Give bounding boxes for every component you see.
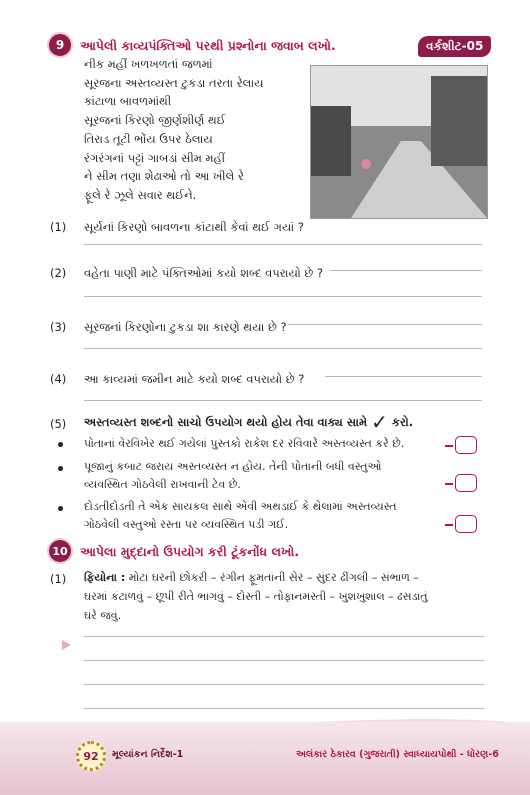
worksheet-badge: વર્કશીટ-05	[418, 36, 491, 57]
poem-line: રંગરંગનાં પટ્ટાં ગાબડાં સીમ મહીં	[84, 150, 226, 165]
poem-line: કાંટાળા બાવળમાંથી	[84, 94, 172, 109]
page-number-badge: 92	[76, 741, 106, 771]
question-number: (5)	[50, 417, 67, 431]
section-9-number: 9	[49, 34, 71, 56]
poem-line: તિરાડ તૂટી ભોંય ઉપર ઠેલાય	[84, 131, 213, 146]
statement-text: ગોઠવેલી વસ્તુઓ રસ્તા પર વ્યવસ્થિત પડી ગઈ.	[84, 518, 289, 531]
section-9-heading: આપેલી કાવ્યપંક્તિઓ પરથી પ્રશ્નોના જવાબ લખો.	[80, 38, 336, 53]
item-number: (1)	[50, 572, 67, 586]
question-number: (1)	[50, 220, 67, 234]
statement-text: વ્યવસ્થિત ગોઠવેલી રાખવાની ટેવ છે.	[84, 478, 241, 491]
question-text: વહેતા પાણી માટે પંક્તિઓમાં કયો શબ્દ વપરાયો છે ?	[84, 266, 324, 280]
poem-line: ને સીમ તણા શેઢાઓ તો આ ખીલે રે	[84, 169, 244, 184]
bullet-icon	[58, 442, 63, 447]
answer-line[interactable]	[325, 376, 482, 377]
footer-right-text: અલંકાર ઠેકારવ (ગુજરાતી) સ્વાધ્યાયપોથી - ધોરણ-6	[296, 749, 499, 760]
statement-text: દોડતીદોડતી તે એક સાયકલ સાથે એવી અથડાઈ કે થેલામાં અસ્તવ્યસ્ત	[84, 500, 397, 513]
item-line-1: મોટા ઘરની છોકરી – રંગીન ફૂમતાંની સેર – સુંદર ઢીંગલી – સંભાળ –	[128, 571, 419, 584]
statement-checkbox[interactable]	[455, 474, 477, 492]
item-line	[84, 568, 484, 587]
answer-line[interactable]	[84, 400, 482, 401]
answer-line[interactable]	[330, 270, 482, 271]
question-text: આ કાવ્યમાં જમીન માટે કયો શબ્દ વપરાયો છે ?	[84, 372, 305, 386]
item-title: ફિયોના :	[84, 571, 126, 584]
question-text: સૂર્યનાં કિરણો બાવળના કાંટાથી કેવાં થઈ ગયાં ?	[84, 220, 304, 234]
poem-line: સૂરજના અસ્તવ્યસ્ત ટુકડા તરતા રેલાય	[84, 75, 264, 90]
answer-line[interactable]	[84, 660, 484, 661]
question-text: સૂરજનાં કિરણોના ટુકડા શા કારણે થયા છે ?	[84, 320, 287, 334]
question-5-suffix: કરો.	[391, 414, 414, 429]
arrow-icon	[62, 640, 71, 650]
dash-icon	[445, 483, 453, 485]
answer-line[interactable]	[84, 708, 484, 709]
question-number: (4)	[50, 372, 67, 386]
poem-line: સૂરજનાં કિરણો જીર્ણશીર્ણ થઈ	[84, 113, 226, 128]
answer-line[interactable]	[84, 296, 482, 297]
statement-checkbox[interactable]	[455, 515, 477, 533]
poem	[84, 55, 264, 205]
statement-text: પોતાનાં વેરવિખેર થઈ ગયેલાં પુસ્તકો રાકેશ દર રવિવારે અસ્તવ્યસ્ત કરે છે.	[84, 437, 405, 450]
question-5-text: અસ્તવ્યસ્ત શબ્દનો સાચો ઉપયોગ થયો હોય તેવા વાક્ય સામે	[84, 414, 368, 429]
answer-line[interactable]	[84, 684, 484, 685]
item-content	[84, 568, 484, 625]
landscape-photo	[310, 65, 488, 219]
answer-line[interactable]	[288, 324, 482, 325]
answer-line[interactable]	[84, 244, 482, 245]
landscape-photo-image	[311, 66, 487, 218]
footer-left-text: મૂલ્યાંકન નિર્દેશ-1	[112, 749, 184, 760]
answer-line[interactable]	[84, 636, 484, 637]
dash-icon	[445, 524, 453, 526]
poem-line: ફૂલે રે ઝૂલે સવાર થઈને.	[84, 187, 197, 202]
dash-icon	[445, 445, 453, 447]
bullet-icon	[58, 506, 63, 511]
item-line-3: ઘરે જવું.	[84, 609, 122, 622]
section-10-heading: આપેલા મુદ્દાનો ઉપયોગ કરી ટૂંકનોંધ લખો.	[80, 544, 300, 559]
bullet-icon	[58, 466, 63, 471]
statement-text: પૂજાનું કબાટ જરાય અસ્તવ્યસ્ત ન હોય. તેની પોતાની બધી વસ્તુઓ	[84, 460, 382, 473]
question-5-instruction	[84, 410, 414, 434]
item-line-2: ઘરમાં કંટાળવું – છૂપી રીતે ભાગવું – દોસ્તી – તોફાનમસ્તી – ખુશખુશાલ – ઢસડાતું	[84, 590, 428, 603]
statement-checkbox[interactable]	[455, 436, 477, 454]
check-mark-icon: ✓	[371, 410, 388, 434]
question-number: (3)	[50, 320, 67, 334]
poem-line: નીક મહીં ખળખળતાં જળમાં	[84, 57, 213, 71]
question-number: (2)	[50, 266, 67, 280]
section-10-number: 10	[49, 540, 71, 562]
answer-line[interactable]	[84, 348, 482, 349]
